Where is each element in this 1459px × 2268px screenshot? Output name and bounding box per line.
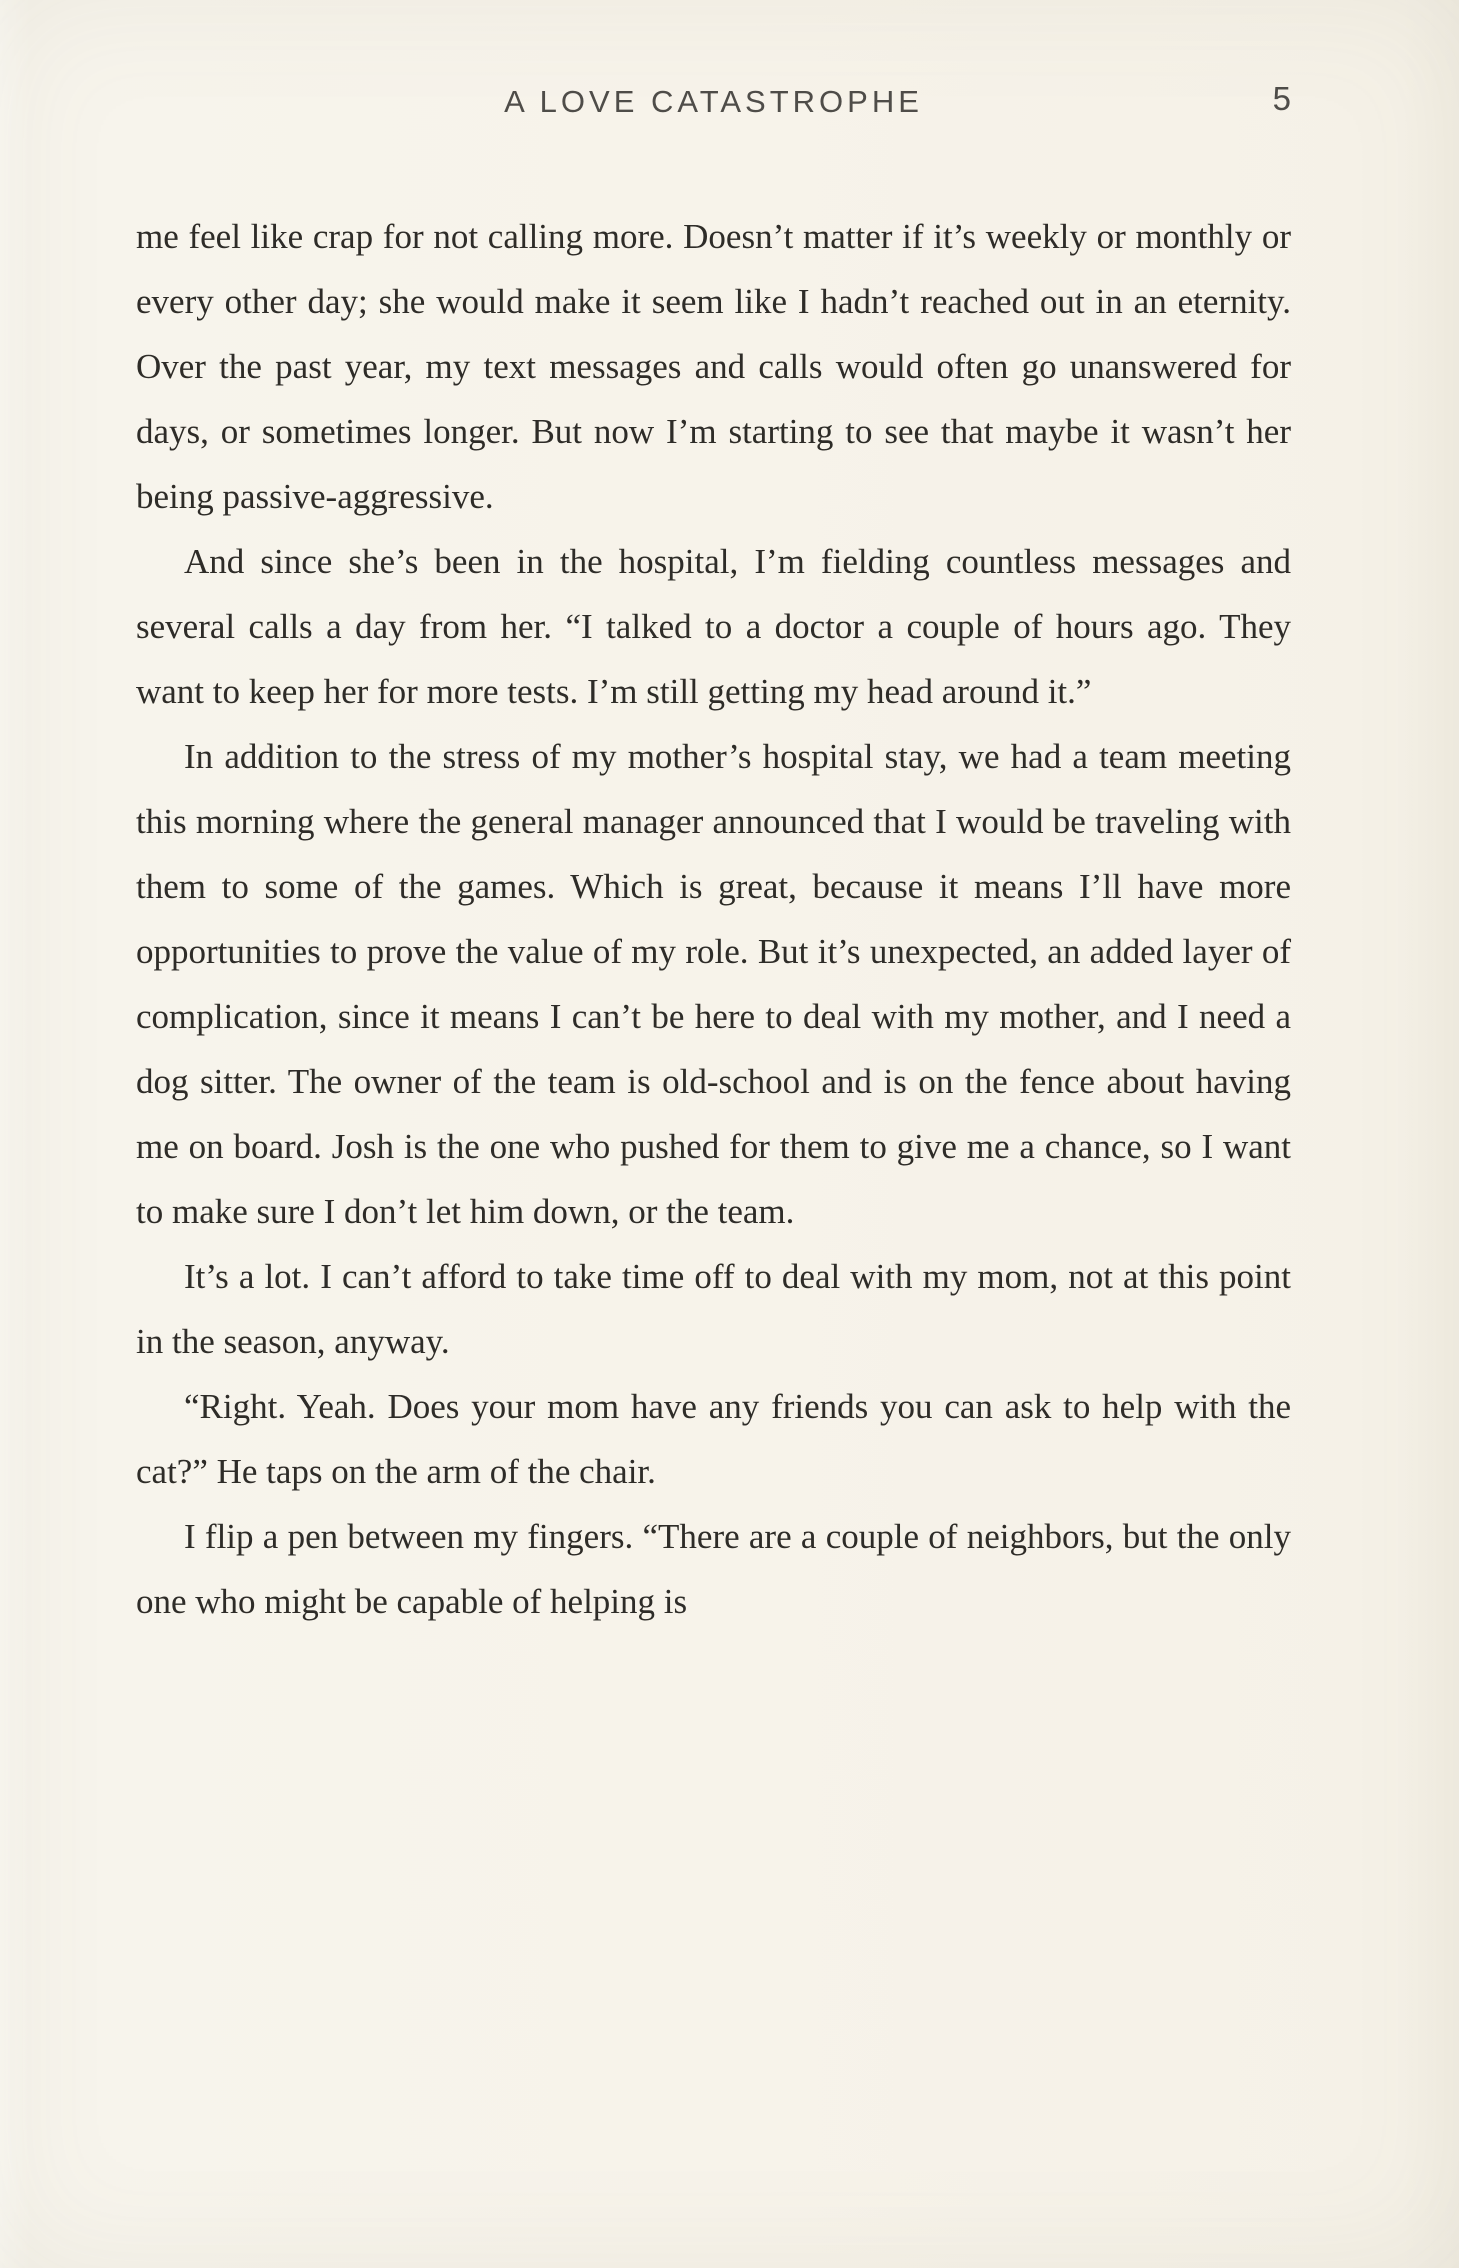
paragraph-6: I flip a pen between my fingers. “There are a couple of neighbors, but the only one who might be capable of helping is <box>136 1517 1291 1621</box>
running-title: A LOVE CATASTROPHE <box>504 84 923 119</box>
paragraph-1: me feel like crap for not calling more. Doesn’t matter if it’s weekly or monthly or every other day; she would make it seem like I hadn’t reached out in an eternity. Over the past year, my text messages and calls would often go unanswered for days, or sometimes longer. But now I’m starting to see that maybe it wasn’t her being passive-aggressive. <box>136 217 1291 516</box>
paragraph-5: “Right. Yeah. Does your mom have any friends you can ask to help with the cat?” He taps on the arm of the chair. <box>136 1387 1291 1491</box>
page-header <box>136 0 1291 120</box>
paragraph-3: In addition to the stress of my mother’s hospital stay, we had a team meeting this morning where the general manager announced that I would be traveling with them to some of the games. Which is great, because it means I’ll have more opportunities to prove the value of my role. But it’s unexpected, an added layer of complication, since it means I can’t be here to deal with my mother, and I need a dog sitter. The owner of the team is old-school and is on the fence about having me on board. Josh is the one who pushed for them to give me a chance, so I want to make sure I don’t let him down, or the team. <box>136 737 1291 1231</box>
page-number: 5 <box>1272 80 1291 117</box>
paragraph-2: And since she’s been in the hospital, I’m fielding countless messages and several calls a day from her. “I talked to a doctor a couple of hours ago. They want to keep her for more tests. I’m still getting my head around it.” <box>136 542 1291 711</box>
paragraph-4: It’s a lot. I can’t afford to take time off to deal with my mom, not at this point in the season, anyway. <box>136 1257 1291 1361</box>
page-body <box>136 204 1291 1634</box>
